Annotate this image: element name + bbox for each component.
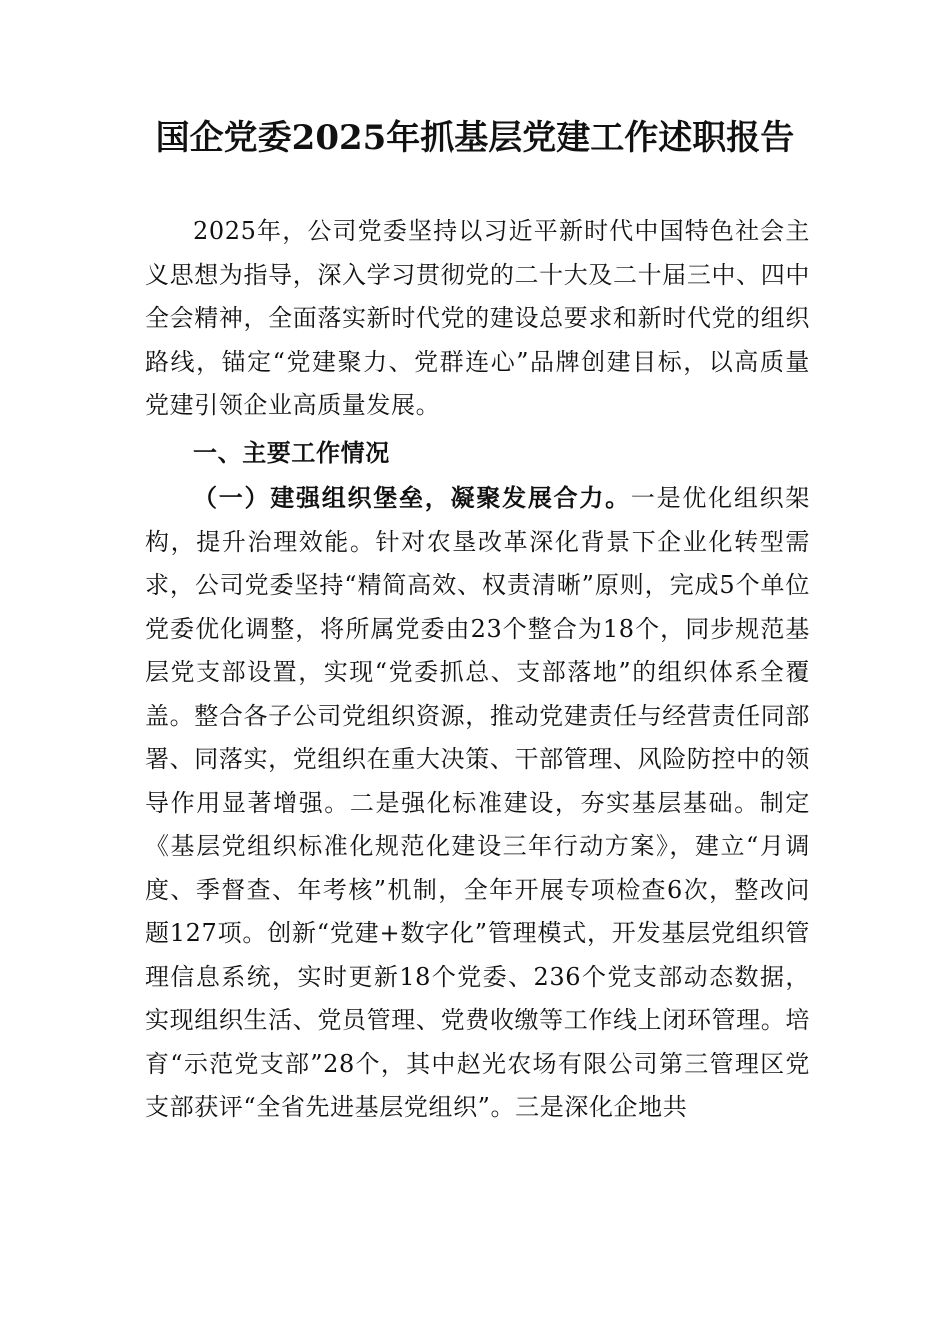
section-heading: 一、主要工作情况 [193, 439, 390, 467]
section-paragraph [145, 476, 810, 1130]
paragraph-lead: （一）建强组织堡垒，凝聚发展合力。 [193, 483, 631, 512]
intro-text: 2025年，公司党委坚持以习近平新时代中国特色社会主义思想为指导，深入学习贯彻党的二十大及二十届三中、四中全会精神，全面落实新时代党的建设总要求和新时代党的组织路线，锚定“党建聚力、党群连心”品牌创建目标，以高质量党建引领企业高质量发展。 [145, 217, 810, 419]
document-title: 国企党委2025年抓基层党建工作述职报告 [155, 118, 795, 158]
intro-paragraph [145, 210, 810, 428]
paragraph-body: 一是优化组织架构，提升治理效能。针对农垦改革深化背景下企业化转型需求，公司党委坚持“精简高效、权责清晰”原则，完成5个单位党委优化调整，将所属党委由23个整合为18个，同步规范基层党支部设置，实现“党委抓总、支部落地”的组织体系全覆盖。整合各子公司党组织资源，推动党建责任与经营责任同部署、同落实，党组织在重大决策、干部管理、风险防控中的领导作用显著增强。二是强化标准建设，夯实基层基础。制定《基层党组织标准化规范化建设三年行动方案》，建立“月调度、季督查、年考核”机制，全年开展专项检查6次，整改问题127项。创新“党建+数字化”管理模式，开发基层党组织管理信息系统，实时更新18个党委、236个党支部动态数据，实现组织生活、党员管理、党费收缴等工作线上闭环管理。培育“示范党支部”28个，其中赵光农场有限公司第三管理区党支部获评“全省先进基层党组织”。三是深化企地共 [145, 484, 810, 1121]
